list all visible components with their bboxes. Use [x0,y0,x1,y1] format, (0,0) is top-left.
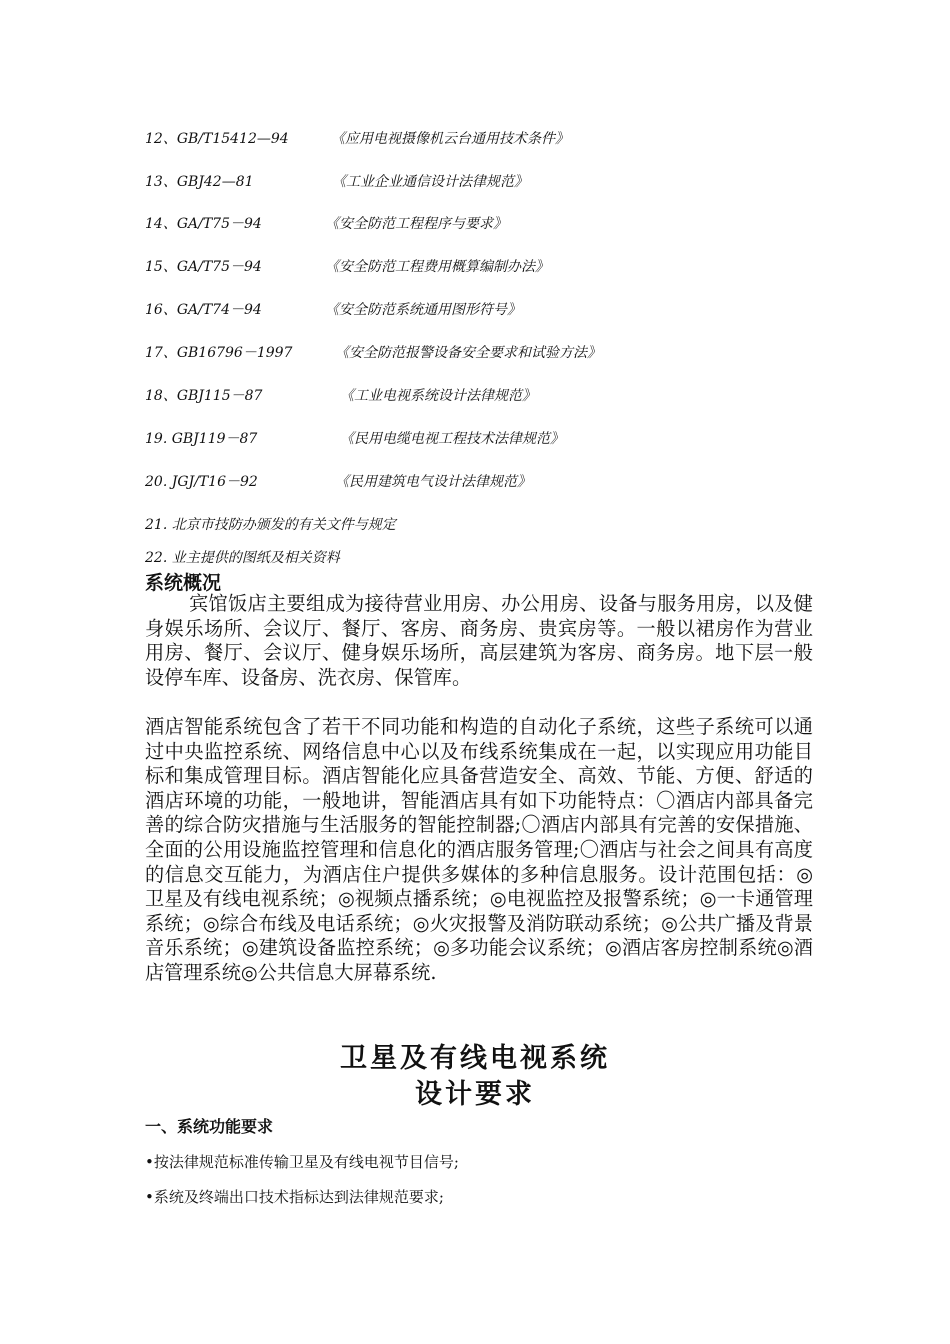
document-title: 卫星及有线电视系统 [340,1043,610,1074]
standard-name: 《民用建筑电气设计法律规范》 [335,474,531,490]
reference-item: 22. 业主提供的图纸及相关资料 [145,550,340,566]
standard-code: 18、GBJ115－87 [145,388,263,404]
standard-item [145,213,507,233]
reference-item: 21. 北京市技防办颁发的有关文件与规定 [145,517,396,533]
standard-item [145,342,601,362]
document-subtitle: 设计要求 [415,1079,535,1110]
standard-name: 《安全防范工程程序与要求》 [325,216,507,232]
standard-name: 《民用电缆电视工程技术法律规范》 [340,431,564,447]
standard-code: 14、GA/T75－94 [145,216,262,232]
standard-code: 19. GBJ119－87 [145,431,258,447]
standard-code: 13、GBJ42—81 [145,174,254,190]
standard-code: 20. JGJ/T16－92 [145,474,258,490]
standard-code: 15、GA/T75－94 [145,259,262,275]
requirement-bullet: •系统及终端出口技术指标达到法律规范要求; [145,1188,444,1206]
standard-item [145,385,536,405]
standard-item [145,471,531,491]
standard-item [145,428,564,448]
requirement-bullet: •按法律规范标准传输卫星及有线电视节目信号; [145,1153,459,1171]
standard-name: 《安全防范报警设备安全要求和试验方法》 [335,345,601,361]
standard-code: 12、GB/T15412—94 [145,131,289,147]
standard-name: 《工业企业通信设计法律规范》 [332,174,528,190]
standard-name: 《安全防范工程费用概算编制办法》 [325,259,549,275]
standard-name: 《应用电视摄像机云台通用技术条件》 [331,131,569,147]
standard-item [145,256,549,276]
standard-name: 《安全防范系统通用图形符号》 [325,302,521,318]
standard-item [145,171,528,191]
standard-item [145,128,569,148]
standard-code: 17、GB16796－1997 [145,345,293,361]
overview-paragraph: 宾馆饭店主要组成为接待营业用房、办公用房、设备与服务用房，以及健身娱乐场所、会议厅、餐厅、客房、商务房、贵宾房等。一般以裙房作为营业用房、餐厅、会议厅、健身娱乐场所，高层建筑为客房、商务房。地下层一般设停车库、设备房、洗衣房、保管库。 [145,592,813,689]
requirements-heading: 一、系统功能要求 [145,1117,274,1136]
standard-code: 16、GA/T74－94 [145,302,262,318]
standard-name: 《工业电视系统设计法律规范》 [340,388,536,404]
section-label: 系统概况 [145,572,222,594]
standard-item [145,299,521,319]
intelligent-system-paragraph: 酒店智能系统包含了若干不同功能和构造的自动化子系统，这些子系统可以通过中央监控系统、网络信息中心以及布线系统集成在一起，以实现应用功能目标和集成管理目标。酒店智能化应具备营造安全、高效、节能、方便、舒适的酒店环境的功能，一般地讲，智能酒店具有如下功能特点：〇酒店内部具备完善的综合防灾措施与生活服务的智能控制器;〇酒店内部具有完善的安保措施、全面的公用设施监控管理和信息化的酒店服务管理;〇酒店与社会之间具有高度的信息交互能力，为酒店住户提供多媒体的多种信息服务。设计范围包括：◎卫星及有线电视系统；◎视频点播系统；◎电视监控及报警系统；◎一卡通管理系统；◎综合布线及电话系统；◎火灾报警及消防联动系统；◎公共广播及背景音乐系统；◎建筑设备监控系统；◎多功能会议系统；◎酒店客房控制系统◎酒店管理系统◎公共信息大屏幕系统. [145,715,813,984]
